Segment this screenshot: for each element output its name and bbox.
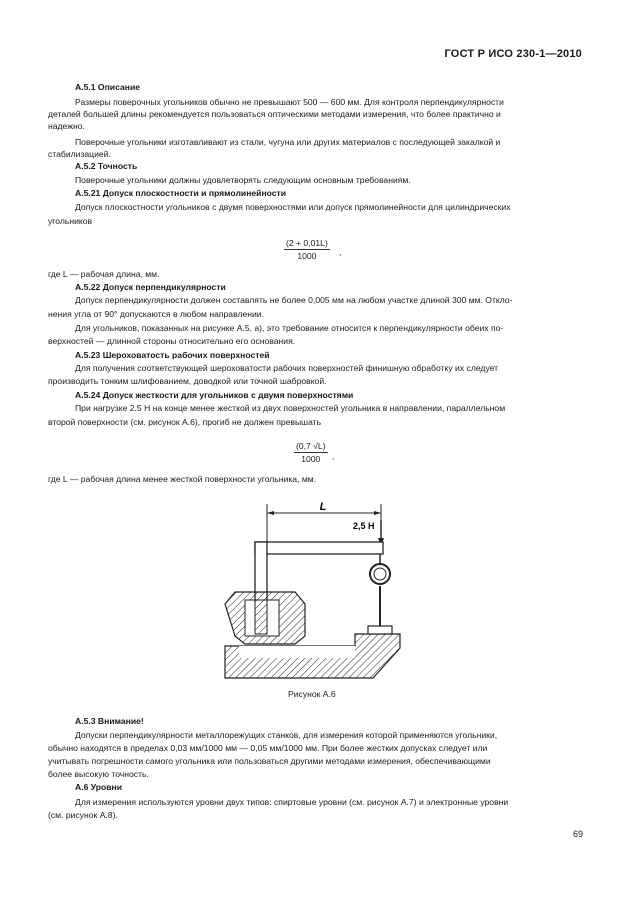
formula-numerator: (0,7 √L) — [296, 441, 326, 451]
formula-stiffness — [294, 441, 328, 464]
formula-comma: , — [332, 451, 335, 461]
formula-numerator: (2 + 0,01L) — [286, 238, 328, 248]
paragraph-line: Допуск перпендикулярности должен составлять не более 0,005 мм на любом участке длиной 300 мм. Откло- — [75, 295, 513, 305]
paragraph-line: Допуски перпендикулярности металлорежущих станков, для измерения которой применяются угольники, — [75, 730, 498, 740]
indicator-base — [368, 626, 392, 634]
square-leg-clamped — [255, 600, 267, 634]
paragraph-line: Поверочные угольники изготавливают из стали, чугуна или других материалов с последующей закалкой и — [75, 137, 501, 147]
force-label: 2,5 Н — [353, 521, 375, 531]
section-title-a521: А.5.21 Допуск плоскостности и прямолинейности — [75, 188, 287, 198]
paragraph-line: Допуск плоскостности угольников с двумя поверхностями или допуск прямолинейности для цилиндрических — [75, 202, 511, 212]
figure-a6-drawing — [205, 496, 420, 686]
page-header: ГОСТ Р ИСО 230-1—2010 — [444, 48, 582, 60]
paragraph-line: нения угла от 90° допускаются в любом направлении. — [48, 309, 264, 319]
page-number: 69 — [572, 829, 583, 839]
formula-where: где L — рабочая длина, мм. — [48, 269, 160, 279]
section-title-a51: А.5.1 Описание — [75, 82, 141, 92]
formula-where: где L — рабочая длина менее жесткой поверхности угольника, мм. — [48, 474, 317, 484]
paragraph-line: При нагрузке 2.5 Н на конце менее жесткой из двух поверхностей угольника в направлении, параллельном — [75, 403, 506, 413]
paragraph-line: производить тонким шлифованием, доводкой или точной шабровкой. — [48, 376, 327, 386]
paragraph-line: Для угольников, показанных на рисунке А.5, а), это требование относится к перпендикулярности обеих по- — [75, 323, 504, 333]
square-arm — [255, 542, 383, 554]
arrow-icon — [267, 511, 274, 515]
section-title-a52: А.5.2 Точность — [75, 161, 138, 171]
base-recess — [239, 646, 355, 658]
paragraph-line: деталей большей длины рекомендуется пользоваться оптическими методами измерения, что более практично и — [48, 109, 501, 119]
paragraph-line: Поверочные угольники должны удовлетворять следующим основным требованиям. — [75, 175, 411, 185]
formula-denominator: 1000 — [301, 454, 321, 464]
figure-caption: Рисунок А.6 — [288, 689, 336, 699]
formula-flatness — [284, 238, 330, 261]
dimension-label-L: L — [319, 501, 327, 513]
paragraph-line: Для получения соответствующей шероховатости рабочих поверхностей финишную обработку их следует — [75, 363, 499, 373]
formula-comma: , — [339, 247, 342, 257]
paragraph-line: стабилизацией. — [48, 149, 111, 159]
paragraph-line: надежно. — [48, 121, 85, 131]
paragraph-line: учитывать погрешности самого угольника или пользоваться другими методами измерения, обеспечивающими — [48, 756, 491, 766]
paragraph-line: обычно находятся в пределах 0,03 мм/1000 мм — 0,05 мм/1000 мм. При более жестких допусках следует или — [48, 743, 488, 753]
section-title-a53: А.5.3 Внимание! — [75, 716, 144, 726]
paragraph-line: Размеры поверочных угольников обычно не превышают 500 — 600 мм. Для контроля перпендикулярности — [75, 97, 504, 107]
section-title-a6: А.6 Уровни — [75, 782, 123, 792]
formula-denominator: 1000 — [297, 251, 317, 261]
paragraph-line: более высокую точность. — [48, 769, 149, 779]
paragraph-line: (см. рисунок А.8). — [48, 810, 118, 820]
section-title-a522: А.5.22 Допуск перпендикулярности — [75, 282, 226, 292]
paragraph-line: верхностей — длинной стороны относительно его основания. — [48, 336, 296, 346]
arrow-icon — [374, 511, 381, 515]
section-title-a523: А.5.23 Шероховатость рабочих поверхностей — [75, 350, 270, 360]
paragraph-line: второй поверхности (см. рисунок А.6), прогиб не должен превышать — [48, 417, 322, 427]
section-title-a524: А.5.24 Допуск жесткости для угольников с двумя поверхностями — [75, 390, 354, 400]
dial-indicator-icon — [370, 564, 390, 584]
paragraph-line: Для измерения используются уровни двух типов: спиртовые уровни (см. рисунок А.7) и электронные уровни — [75, 797, 509, 807]
paragraph-line: угольников — [48, 216, 93, 226]
